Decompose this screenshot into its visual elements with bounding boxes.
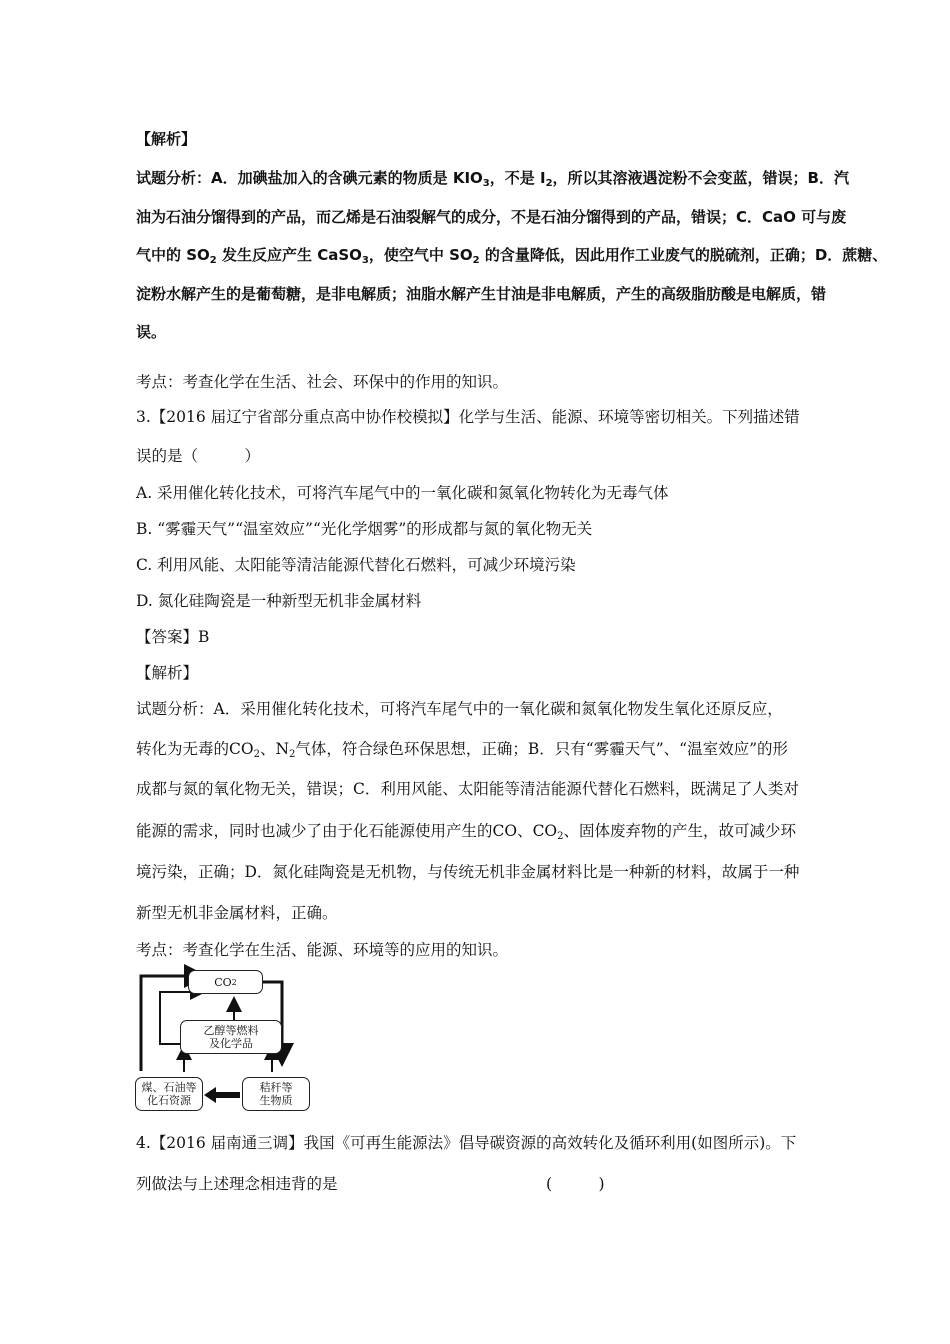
arrow-straw-to-coal-head (204, 1087, 216, 1103)
co2-box: CO 2 (188, 970, 263, 994)
q3-stem-line-1: 3.【2016 届辽宁省部分重点高中协作校模拟】化学与生活、能源、环境等密切相关。下列描述错 (136, 408, 800, 426)
analysis-header: 【解析】 (136, 130, 197, 148)
coal-box: 煤、石油等 化石资源 (135, 1077, 203, 1111)
q3-analysis-line-4: 能源的需求，同时也减少了由于化石能源使用产生的CO、$CO_2$、固体废弃物的产生，故可减少环 (136, 822, 797, 842)
kaodian-1: 考点：考查化学在生活、社会、环保中的作用的知识。 (136, 373, 509, 391)
q3-option-d: D. 氮化硅陶瓷是一种新型无机非金属材料 (136, 592, 422, 610)
q3-option-b: B. “雾霾天气”“温室效应”“光化学烟雾”的形成都与氮的氧化物无关 (136, 520, 593, 538)
q3-analysis-line-6: 新型无机非金属材料，正确。 (136, 904, 338, 922)
kaodian-2: 考点：考查化学在生活、能源、环境等的应用的知识。 (136, 941, 509, 959)
analysis-line-5: 误。 (136, 323, 167, 341)
straw-box: 秸秆等 生物质 (242, 1077, 310, 1111)
q3-analysis-header: 【解析】 (136, 664, 199, 682)
analysis-line-2: 油为石油分馏得到的产品，而乙烯是石油裂解气的成分，不是石油分馏得到的产品，错误；C．CaO 可与废 (136, 208, 847, 226)
q4-stem-line-2: 列做法与上述理念相违背的是 (136, 1175, 338, 1193)
q3-analysis-line-2: 转化为无毒的$CO_2$、$N_2$气体，符合绿色环保思想，正确；B．只有“雾霾天气”、“温室效应”的形 (136, 740, 788, 760)
analysis-line-4: 淀粉水解产生的是葡萄糖，是非电解质；油脂水解产生甘油是非电解质，产生的高级脂肪酸是电解质，错 (136, 285, 827, 303)
q4-answer-paren: ( ) (546, 1175, 605, 1193)
q3-analysis-line-3: 成都与氮的氧化物无关，错误；C．利用风能、太阳能等清洁能源代替化石燃料，既满足了人类对 (136, 780, 799, 798)
analysis-line-1: 试题分析：A．加碘盐加入的含碘元素的物质是 $KIO_3$，不是 $I_2$，所以其溶液遇淀粉不会变蓝，错误；B．汽 (136, 169, 849, 189)
ethanol-box: 乙醇等燃料 及化学品 (180, 1020, 282, 1054)
q3-analysis-line-5: 境污染，正确；D．氮化硅陶瓷是无机物，与传统无机非金属材料比是一种新的材料，故属于一种 (136, 863, 800, 881)
q3-stem-line-2: 误的是（ ） (136, 447, 261, 465)
q4-stem-line-1: 4.【2016 届南通三调】我国《可再生能源法》倡导碳资源的高效转化及循环利用(如图所示)。下 (136, 1134, 797, 1152)
q3-analysis-line-1: 试题分析：A．采用催化转化技术，可将汽车尾气中的一氧化碳和氮氧化物发生氧化还原反应， (136, 700, 783, 718)
carbon-cycle-diagram (132, 964, 312, 1114)
q3-option-a: A. 采用催化转化技术，可将汽车尾气中的一氧化碳和氮氧化物转化为无毒气体 (136, 484, 669, 502)
q3-option-c: C. 利用风能、太阳能等清洁能源代替化石燃料，可减少环境污染 (136, 556, 576, 574)
q3-answer: 【答案】B (136, 628, 210, 646)
analysis-line-3: 气中的 $SO_2$ 发生反应产生 CaSO$_3$，使空气中 $SO_2$ 的含量降低，因此用作工业废气的脱硫剂，正确；D．蔗糖、 (136, 246, 888, 266)
